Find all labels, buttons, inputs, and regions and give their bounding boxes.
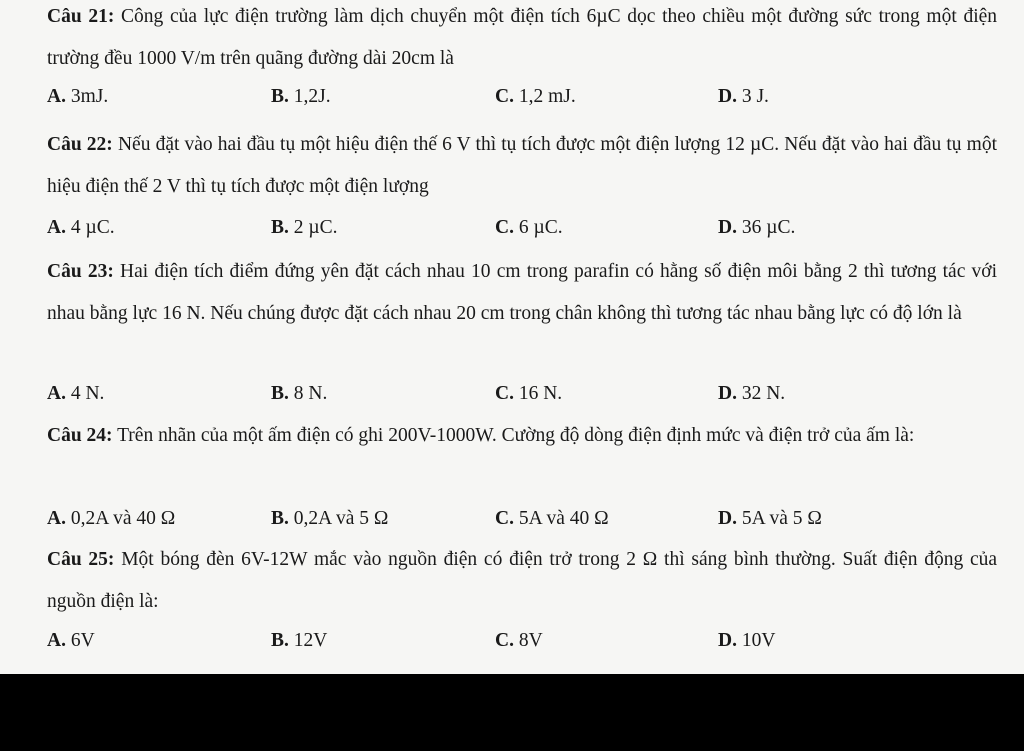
option-letter: A.: [47, 630, 66, 651]
option-letter: D.: [718, 630, 737, 651]
option-letter: A.: [47, 508, 66, 529]
option-letter: B.: [271, 217, 289, 238]
question-number: Câu 23:: [47, 261, 114, 282]
option-letter: A.: [47, 86, 66, 107]
options-21: [47, 76, 997, 118]
option-text: 4 N.: [70, 383, 105, 404]
question-number: Câu 21:: [47, 6, 115, 27]
question-number: Câu 24:: [47, 425, 113, 446]
option-letter: C.: [495, 217, 514, 238]
question-text: Trên nhãn của một ấm điện có ghi 200V-1000W. Cường độ dòng điện định mức và điện trở của ấm là:: [117, 425, 915, 446]
option-b[interactable]: [271, 373, 327, 415]
option-text: 12V: [293, 630, 328, 651]
option-text: 36 µC.: [741, 217, 796, 238]
black-bottom-bar: [0, 674, 1024, 751]
question-25: [47, 539, 997, 623]
option-b[interactable]: [271, 207, 338, 249]
question-text: Hai điện tích điểm đứng yên đặt cách nhau 10 cm trong parafin có hằng số điện môi bằng 2 thì tương tác với nhau bằng lực 16 N. Nếu chúng được đặt cách nhau 20 cm trong chân không thì tương tác nhau bằng lực có độ lớn là: [47, 261, 998, 324]
option-b[interactable]: [271, 620, 327, 662]
option-text: 1,2J.: [293, 86, 331, 107]
option-text: 5A và 40 Ω: [518, 508, 609, 529]
question-text: Công của lực điện trường làm dịch chuyển một điện tích 6µC dọc theo chiều một đường sức trong một điện trường đều 1000 V/m trên quãng đường dài 20cm là: [47, 6, 998, 69]
option-letter: A.: [47, 383, 66, 404]
option-text: 16 N.: [518, 383, 563, 404]
question-21: [47, 0, 997, 80]
option-d[interactable]: [718, 373, 785, 415]
option-text: 0,2A và 5 Ω: [293, 508, 389, 529]
option-c[interactable]: [495, 207, 563, 249]
option-letter: B.: [271, 508, 289, 529]
option-text: 5A và 5 Ω: [741, 508, 822, 529]
option-letter: D.: [718, 508, 737, 529]
option-text: 3 J.: [741, 86, 769, 107]
option-text: 6V: [70, 630, 95, 651]
option-letter: A.: [47, 217, 66, 238]
option-text: 1,2 mJ.: [518, 86, 576, 107]
option-c[interactable]: [495, 76, 576, 118]
option-d[interactable]: [718, 620, 775, 662]
option-letter: D.: [718, 86, 737, 107]
option-letter: C.: [495, 508, 514, 529]
option-a[interactable]: [47, 373, 104, 415]
option-b[interactable]: [271, 76, 331, 118]
option-text: 4 µC.: [70, 217, 115, 238]
option-c[interactable]: [495, 373, 562, 415]
option-letter: D.: [718, 383, 737, 404]
option-a[interactable]: [47, 498, 175, 540]
option-d[interactable]: [718, 498, 822, 540]
question-23: [47, 251, 997, 335]
option-letter: B.: [271, 383, 289, 404]
option-c[interactable]: [495, 620, 543, 662]
option-text: 10V: [741, 630, 776, 651]
options-22: [47, 207, 997, 249]
question-number: Câu 22:: [47, 134, 113, 155]
option-a[interactable]: [47, 76, 108, 118]
question-24: [47, 415, 997, 457]
option-text: 3mJ.: [70, 86, 109, 107]
option-text: 2 µC.: [293, 217, 338, 238]
option-letter: C.: [495, 86, 514, 107]
option-text: 0,2A và 40 Ω: [70, 508, 176, 529]
option-letter: B.: [271, 630, 289, 651]
option-text: 8V: [518, 630, 543, 651]
option-text: 6 µC.: [518, 217, 563, 238]
option-c[interactable]: [495, 498, 609, 540]
option-letter: C.: [495, 383, 514, 404]
options-25: [47, 620, 997, 662]
option-b[interactable]: [271, 498, 388, 540]
option-letter: B.: [271, 86, 289, 107]
option-letter: C.: [495, 630, 514, 651]
question-22: [47, 124, 997, 208]
option-letter: D.: [718, 217, 737, 238]
option-text: 32 N.: [741, 383, 786, 404]
option-a[interactable]: [47, 620, 95, 662]
question-text: Một bóng đèn 6V-12W mắc vào nguồn điện có điện trở trong 2 Ω thì sáng bình thường. Suất điện động của nguồn điện là:: [47, 549, 998, 612]
options-23: [47, 373, 997, 415]
option-d[interactable]: [718, 207, 795, 249]
question-text: Nếu đặt vào hai đầu tụ một hiệu điện thế 6 V thì tụ tích được một điện lượng 12 µC. Nếu đặt vào hai đầu tụ một hiệu điện thế 2 V thì tụ tích được một điện lượng: [47, 134, 998, 197]
question-number: Câu 25:: [47, 549, 115, 570]
option-d[interactable]: [718, 76, 769, 118]
option-a[interactable]: [47, 207, 115, 249]
option-text: 8 N.: [293, 383, 328, 404]
options-24: [47, 498, 997, 540]
